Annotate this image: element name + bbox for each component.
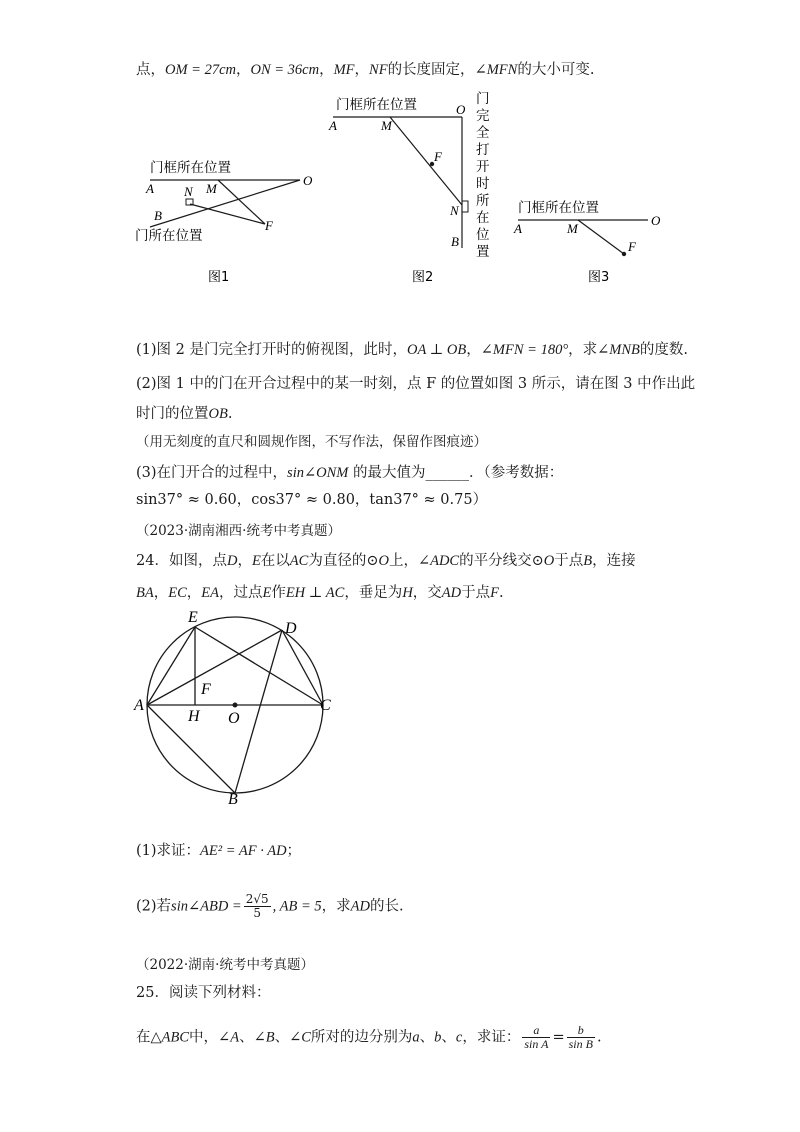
angle-a: ∠A bbox=[218, 1029, 240, 1046]
fig2-open-char: 完 bbox=[476, 108, 490, 124]
segment-ad: AD bbox=[350, 898, 370, 915]
fig3-label-o: O bbox=[651, 213, 661, 228]
label-e: E bbox=[188, 609, 198, 626]
q23-text: 时门的位置 bbox=[136, 406, 209, 422]
q23-part2-line2 bbox=[136, 404, 232, 424]
segment-ac: AC bbox=[289, 553, 309, 569]
point-e: E bbox=[262, 585, 272, 601]
fraction-numerator: a bbox=[522, 1024, 550, 1038]
fig1-door-label: 门所在位置 bbox=[135, 228, 203, 244]
q23-part1 bbox=[136, 340, 688, 360]
q24-text: ，垂足为 bbox=[344, 585, 403, 601]
fig3-frame-label: 门框所在位置 bbox=[518, 200, 599, 216]
point-d: D bbox=[226, 553, 238, 569]
comma: ， bbox=[153, 585, 169, 601]
q23-text: (3)在门开合的过程中， bbox=[136, 465, 288, 481]
fig2-mn-line bbox=[390, 117, 462, 205]
q24-text: 的长. bbox=[369, 898, 404, 915]
angle-b: ∠B bbox=[253, 1029, 275, 1046]
intro-text: 的大小可变. bbox=[517, 62, 595, 78]
comma: ， bbox=[237, 553, 252, 569]
fig2-open-char: 门 bbox=[476, 91, 490, 107]
fig2-label-b: B bbox=[451, 234, 459, 249]
q24-text: (1)求证： bbox=[136, 843, 201, 859]
label-o: O bbox=[228, 710, 240, 727]
period: . bbox=[596, 1029, 602, 1046]
nf-segment: NF bbox=[369, 62, 388, 78]
fig2-label-o: O bbox=[456, 102, 466, 117]
comma: ， bbox=[186, 585, 202, 601]
separator: 、 bbox=[419, 1029, 435, 1046]
q24-source: （2023·湖南湘西·统考中考真题） bbox=[136, 523, 341, 539]
circle-o-outline bbox=[147, 617, 323, 793]
q24-text: 的平分线交 bbox=[459, 553, 532, 569]
intro-text: 的长度固定， bbox=[387, 62, 475, 78]
segment-ad-line bbox=[147, 630, 282, 705]
triangle-abc: △ABC bbox=[150, 1029, 190, 1046]
segment-ad: AD bbox=[441, 585, 462, 601]
fig2-caption: 图2 bbox=[412, 270, 434, 285]
side-a: a bbox=[412, 1029, 420, 1046]
point-f: F bbox=[490, 585, 499, 601]
fraction-numerator: 2√5 bbox=[245, 892, 269, 906]
q23-part3 bbox=[136, 463, 563, 483]
q24-text: ，交 bbox=[412, 585, 442, 601]
fig3-caption: 图3 bbox=[588, 270, 610, 285]
eh-perp-ac: EH ⊥ AC bbox=[285, 585, 345, 601]
fig1-label-n: N bbox=[184, 184, 193, 199]
q23-part2-line1: (2)图 1 中的门在开合过程中的某一时刻，点 F 的位置如图 3 所示，请在图 3 中作出此 bbox=[136, 376, 696, 392]
circle-o: ⊙O bbox=[366, 553, 389, 569]
fig2-open-char: 全 bbox=[476, 125, 490, 141]
comma: ， bbox=[466, 342, 481, 358]
segment-ba: BA bbox=[136, 585, 154, 601]
q24-text: ，过点 bbox=[218, 585, 263, 601]
q24-text: (2)若 bbox=[136, 898, 172, 915]
label-c: C bbox=[320, 697, 331, 714]
q24-text: 作 bbox=[271, 585, 286, 601]
mf-segment: MF bbox=[333, 62, 355, 78]
q24-text: 在以 bbox=[260, 553, 290, 569]
fig2-open-char: 在 bbox=[476, 210, 490, 226]
comma: ， bbox=[236, 62, 251, 78]
label-f: F bbox=[201, 681, 211, 698]
label-h: H bbox=[188, 708, 200, 725]
side-b: b bbox=[434, 1029, 442, 1046]
fraction-denominator: sin B bbox=[568, 1037, 593, 1051]
fraction-numerator: b bbox=[567, 1024, 595, 1038]
fraction-2sqrt5-over-5 bbox=[244, 893, 271, 920]
angle-mfn-value: ∠MFN = 180° bbox=[480, 342, 569, 358]
fig2-right-angle-mark bbox=[462, 201, 468, 212]
label-d: D bbox=[285, 620, 297, 637]
point-h: H bbox=[402, 585, 413, 601]
fig3-label-f: F bbox=[628, 239, 636, 254]
fraction-denominator: 5 bbox=[253, 906, 261, 920]
period: . bbox=[499, 585, 504, 601]
fig2-open-char: 位 bbox=[476, 227, 490, 243]
segment-ec: EC bbox=[168, 585, 187, 601]
q23-text: 的最大值为______．（参考数据： bbox=[348, 465, 564, 481]
segment-dc bbox=[282, 630, 323, 705]
separator: 、 bbox=[441, 1029, 456, 1046]
fig3-mf-line bbox=[578, 220, 624, 254]
circle-o: ⊙O bbox=[531, 553, 555, 569]
q25-text: ，求证： bbox=[462, 1029, 521, 1046]
q24-text: 于点 bbox=[554, 553, 584, 569]
separator: 、 bbox=[239, 1029, 254, 1046]
segment-ae bbox=[147, 627, 195, 705]
oa-perp-ob: OA ⊥ OB bbox=[406, 342, 467, 358]
angle-c: ∠C bbox=[289, 1029, 311, 1046]
angle-adc: ∠ADC bbox=[417, 553, 460, 569]
door-figures bbox=[0, 0, 800, 330]
fig2-frame-label: 门框所在位置 bbox=[336, 97, 417, 113]
fig2-open-char: 时 bbox=[476, 176, 490, 192]
segment-ob: OB bbox=[208, 406, 228, 422]
q24-text: ，求 bbox=[321, 898, 351, 915]
fraction-a-over-sina bbox=[522, 1024, 550, 1051]
q25-line2 bbox=[136, 1024, 602, 1051]
q23-construction-note: （用无刻度的直尺和圆规作图，不写作法，保留作图痕迹） bbox=[136, 434, 487, 450]
side-c: c bbox=[455, 1029, 463, 1046]
q24-part2 bbox=[136, 893, 404, 920]
segment-ec-line bbox=[195, 627, 323, 705]
fig3-point-f bbox=[622, 252, 626, 256]
om-length: OM = 27cm bbox=[165, 62, 236, 78]
fig1-label-b: B bbox=[154, 208, 162, 223]
fig2-open-char: 开 bbox=[476, 159, 490, 175]
fig2-label-a: A bbox=[329, 118, 337, 133]
fig2-open-label bbox=[476, 91, 490, 260]
label-a: A bbox=[134, 697, 144, 714]
fig1-label-f: F bbox=[265, 218, 273, 233]
q25-text: 中， bbox=[189, 1029, 219, 1046]
comma: ， bbox=[319, 62, 334, 78]
q23-text: ，求 bbox=[568, 342, 598, 358]
q24-text: 为直径的 bbox=[308, 553, 367, 569]
fraction-b-over-sinb bbox=[567, 1024, 595, 1051]
fig2-open-char: 置 bbox=[476, 244, 490, 260]
fraction-denominator: sin A bbox=[524, 1037, 549, 1051]
semicolon: ； bbox=[286, 843, 302, 859]
angle-mnb: ∠MNB bbox=[597, 342, 640, 358]
fig2-open-char: 所 bbox=[476, 193, 490, 209]
fig1-label-m: M bbox=[206, 181, 217, 196]
sin-abd: sin∠ABD = bbox=[171, 898, 242, 915]
q23-text: 的度数. bbox=[639, 342, 688, 358]
fig2-open-char: 打 bbox=[476, 142, 490, 158]
point-e: E bbox=[251, 553, 261, 569]
q25-text: 所对的边分别为 bbox=[310, 1029, 413, 1046]
q24-text: 上， bbox=[388, 553, 418, 569]
fig1-caption: 图1 bbox=[208, 270, 230, 285]
center-point-o bbox=[233, 703, 238, 708]
segment-db bbox=[235, 630, 282, 793]
fig1-frame-label: 门框所在位置 bbox=[150, 160, 231, 176]
q24-line1 bbox=[136, 551, 636, 571]
q25-source: （2022·湖南·统考中考真题） bbox=[136, 957, 314, 973]
fig1-label-a: A bbox=[146, 181, 154, 196]
fig2-label-n: N bbox=[450, 203, 459, 218]
fig1-label-o: O bbox=[303, 173, 313, 188]
q24-line2 bbox=[136, 583, 504, 603]
label-b: B bbox=[228, 791, 238, 808]
period: . bbox=[227, 406, 233, 422]
fig2-label-f: F bbox=[434, 149, 442, 164]
q24-text: ，连接 bbox=[592, 553, 636, 569]
fig2-label-m: M bbox=[381, 118, 392, 133]
comma: ， bbox=[354, 62, 370, 78]
q23-text: (1)图 2 是门完全打开时的俯视图，此时， bbox=[136, 342, 407, 358]
angle-mfn: ∠MFN bbox=[474, 62, 518, 78]
fig3-label-m: M bbox=[567, 221, 578, 236]
q23-reference-data: sin37° ≈ 0.60，cos37° ≈ 0.80，tan37° ≈ 0.75） bbox=[136, 492, 488, 508]
segment-ab bbox=[147, 705, 235, 793]
separator: 、 bbox=[274, 1029, 290, 1046]
sin-onm: sin∠ONM bbox=[287, 465, 349, 481]
q24-text: 于点 bbox=[461, 585, 491, 601]
intro-text: 点， bbox=[136, 62, 165, 78]
fig3-label-a: A bbox=[514, 221, 522, 236]
ab-value: , AB = 5 bbox=[272, 898, 322, 915]
equals-sign: = bbox=[552, 1029, 565, 1046]
q25-line1: 25．阅读下列材料： bbox=[136, 985, 271, 1001]
segment-ea: EA bbox=[201, 585, 219, 601]
q24-part1 bbox=[136, 841, 301, 861]
ae-squared-eq: AE² = AF · AD bbox=[200, 843, 287, 859]
on-length: ON = 36cm bbox=[250, 62, 320, 78]
q25-text: 在 bbox=[136, 1029, 151, 1046]
q24-text: 24．如图，点 bbox=[136, 553, 227, 569]
point-b: B bbox=[583, 553, 593, 569]
